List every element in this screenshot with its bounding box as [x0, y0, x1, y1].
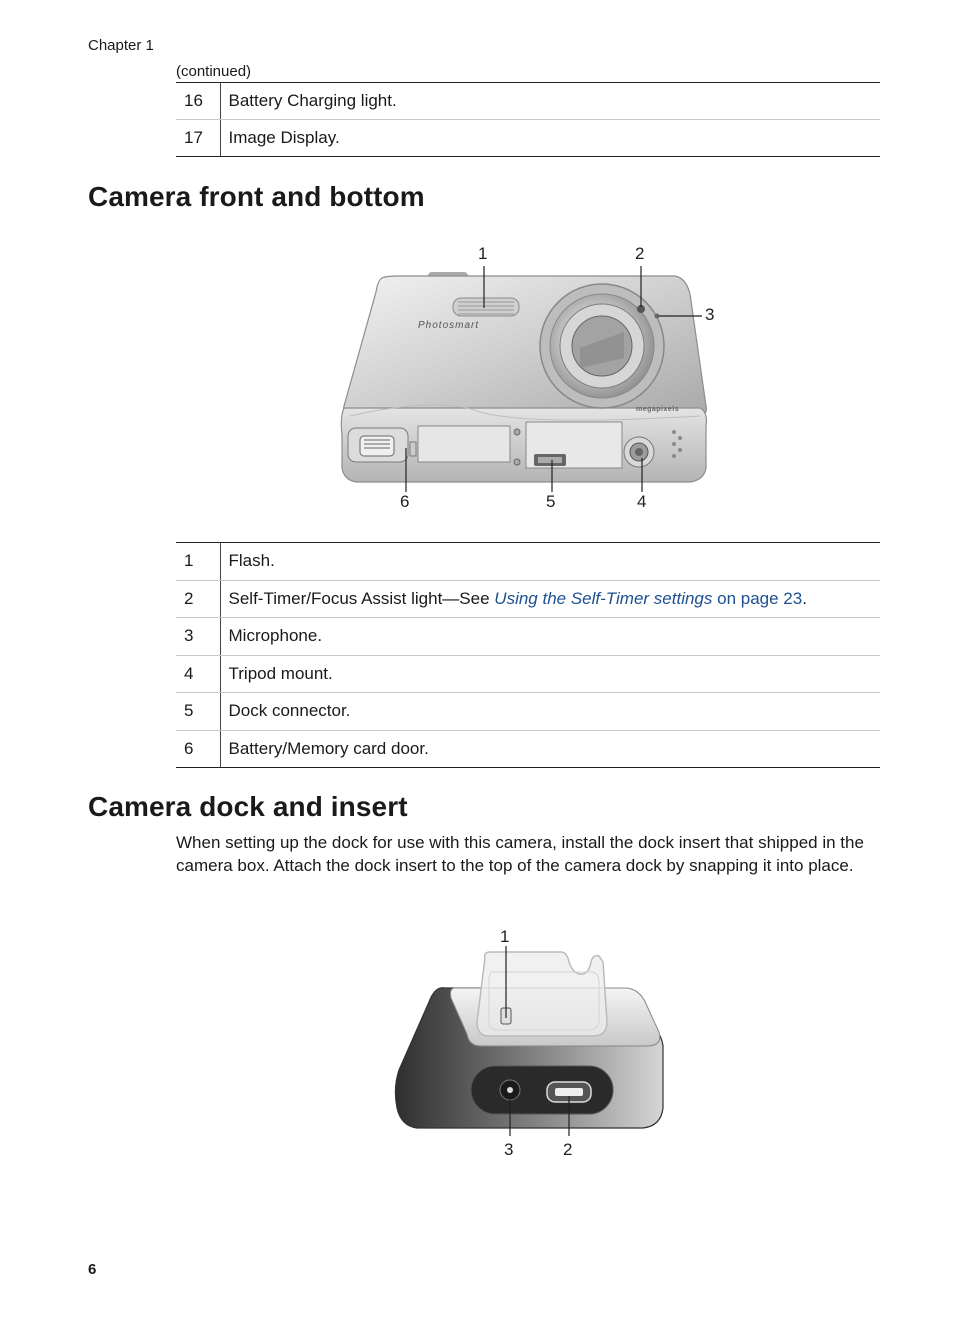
link-text: Using the Self-Timer settings [494, 588, 713, 608]
table-row [176, 83, 880, 120]
dock-instructions-paragraph: When setting up the dock for use with this camera, install the dock insert that shipped in the camera box. Attach the dock insert to the top of the camera dock by snapping it into place. [176, 833, 864, 875]
table-row [176, 730, 880, 768]
section-heading-camera-front: Camera front and bottom [88, 181, 425, 212]
item-description: Microphone. [220, 618, 880, 656]
camera-brand-text: Photosmart [418, 320, 480, 331]
item-description: Battery Charging light. [220, 83, 880, 120]
item-description: Dock connector. [220, 693, 880, 731]
dock-callout-1: 1 [500, 927, 510, 946]
camera-front-bottom-illustration [330, 236, 730, 516]
item-description [220, 580, 880, 618]
item-description: Flash. [220, 543, 880, 581]
item-description: Image Display. [220, 120, 880, 157]
item-number: 2 [176, 580, 220, 618]
item-number: 3 [176, 618, 220, 656]
callout-3: 3 [705, 305, 715, 324]
table-row [176, 655, 880, 693]
self-timer-settings-link[interactable] [494, 589, 802, 608]
item-number: 17 [176, 120, 220, 157]
desc-end: . [802, 588, 807, 608]
callout-1: 1 [478, 244, 488, 263]
section-heading-camera-dock: Camera dock and insert [88, 791, 408, 822]
item-number: 1 [176, 543, 220, 581]
callout-2: 2 [635, 244, 645, 263]
page-number: 6 [88, 1261, 97, 1278]
continued-label: (continued) [176, 63, 252, 80]
item-number: 16 [176, 83, 220, 120]
item-description: Tripod mount. [220, 655, 880, 693]
dock-callout-3: 3 [504, 1140, 514, 1159]
link-page-ref: on page 23 [712, 588, 803, 608]
running-head: Chapter 1 [88, 37, 154, 54]
continued-table [176, 82, 880, 157]
callout-4: 4 [637, 492, 647, 511]
desc-prefix: Self-Timer/Focus Assist light—See [228, 588, 495, 608]
item-number: 5 [176, 693, 220, 731]
callout-5: 5 [546, 492, 556, 511]
table-row [176, 580, 880, 618]
dock-callout-2: 2 [563, 1140, 573, 1159]
camera-dock-illustration [385, 922, 675, 1167]
camera-front-parts-table [176, 542, 880, 768]
callout-6: 6 [400, 492, 410, 511]
table-row [176, 120, 880, 157]
table-row [176, 618, 880, 656]
table-row [176, 693, 880, 731]
item-number: 6 [176, 730, 220, 768]
item-number: 4 [176, 655, 220, 693]
camera-label-text: megapixels [636, 406, 680, 413]
table-row [176, 543, 880, 581]
item-description: Battery/Memory card door. [220, 730, 880, 768]
